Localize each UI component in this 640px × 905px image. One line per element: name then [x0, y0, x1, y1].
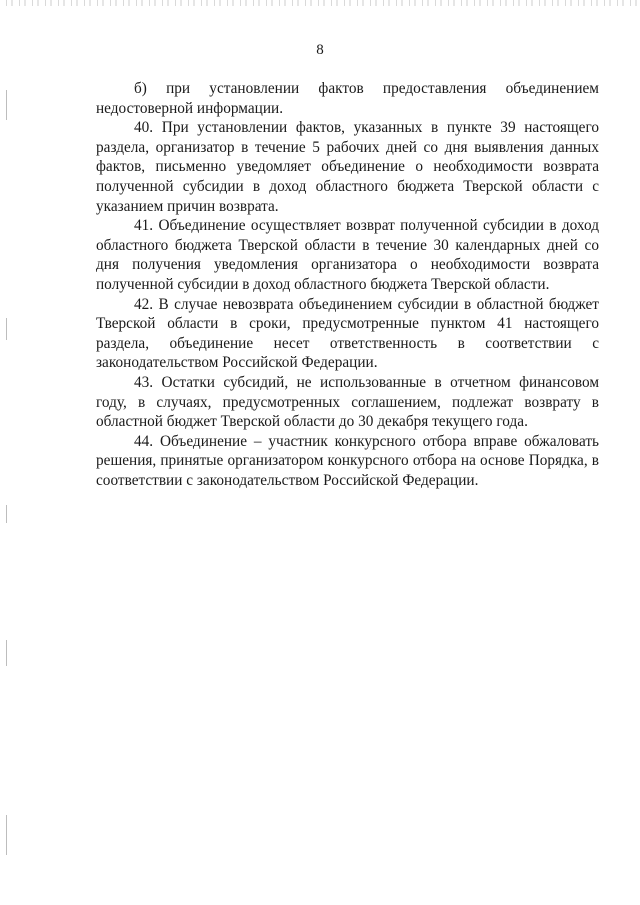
- scan-artifact-top: [0, 0, 640, 6]
- scan-artifact-left: [6, 815, 7, 855]
- paragraph: 40. При установлении фактов, указанных в пункте 39 настоящего раздела, организатор в течение 5 рабочих дней со дня выявления данных фактов, письменно уведомляет объединение о необходимости возврата полученной субсидии в доход областного бюджета Тверской области с указанием причин возврата.: [96, 119, 599, 215]
- document-body: [96, 79, 599, 490]
- paragraph: 43. Остатки субсидий, не использованные в отчетном финансовом году, в случаях, предусмотренных соглашением, подлежат возврату в областной бюджет Тверской области до 30 декабря текущего года.: [96, 373, 599, 431]
- page-number: 8: [316, 42, 324, 58]
- scan-artifact-left: [6, 90, 7, 120]
- scan-artifact-left: [6, 505, 7, 523]
- paragraph: б) при установлении фактов предоставления объединением недостоверной информации.: [96, 80, 599, 117]
- paragraph: 41. Объединение осуществляет возврат полученной субсидии в доход областного бюджета Тверской области в течение 30 календарных дней со дня получения уведомления организатора о необходимости возврата полученной субсидии в доход областного бюджета Тверской области.: [96, 217, 599, 293]
- paragraph: 42. В случае невозврата объединением субсидии в областной бюджет Тверской области в сроки, предусмотренные пунктом 41 настоящего раздела, объединение несет ответственность в соответствии с законодательством Российской Федерации.: [96, 295, 599, 372]
- scan-artifact-left: [6, 318, 7, 340]
- paragraph: 44. Объединение – участник конкурсного отбора вправе обжаловать решения, принятые организатором конкурсного отбора на основе Порядка, в соответствии с законодательством Российской Федерации.: [96, 432, 599, 489]
- scan-artifact-left: [6, 640, 7, 666]
